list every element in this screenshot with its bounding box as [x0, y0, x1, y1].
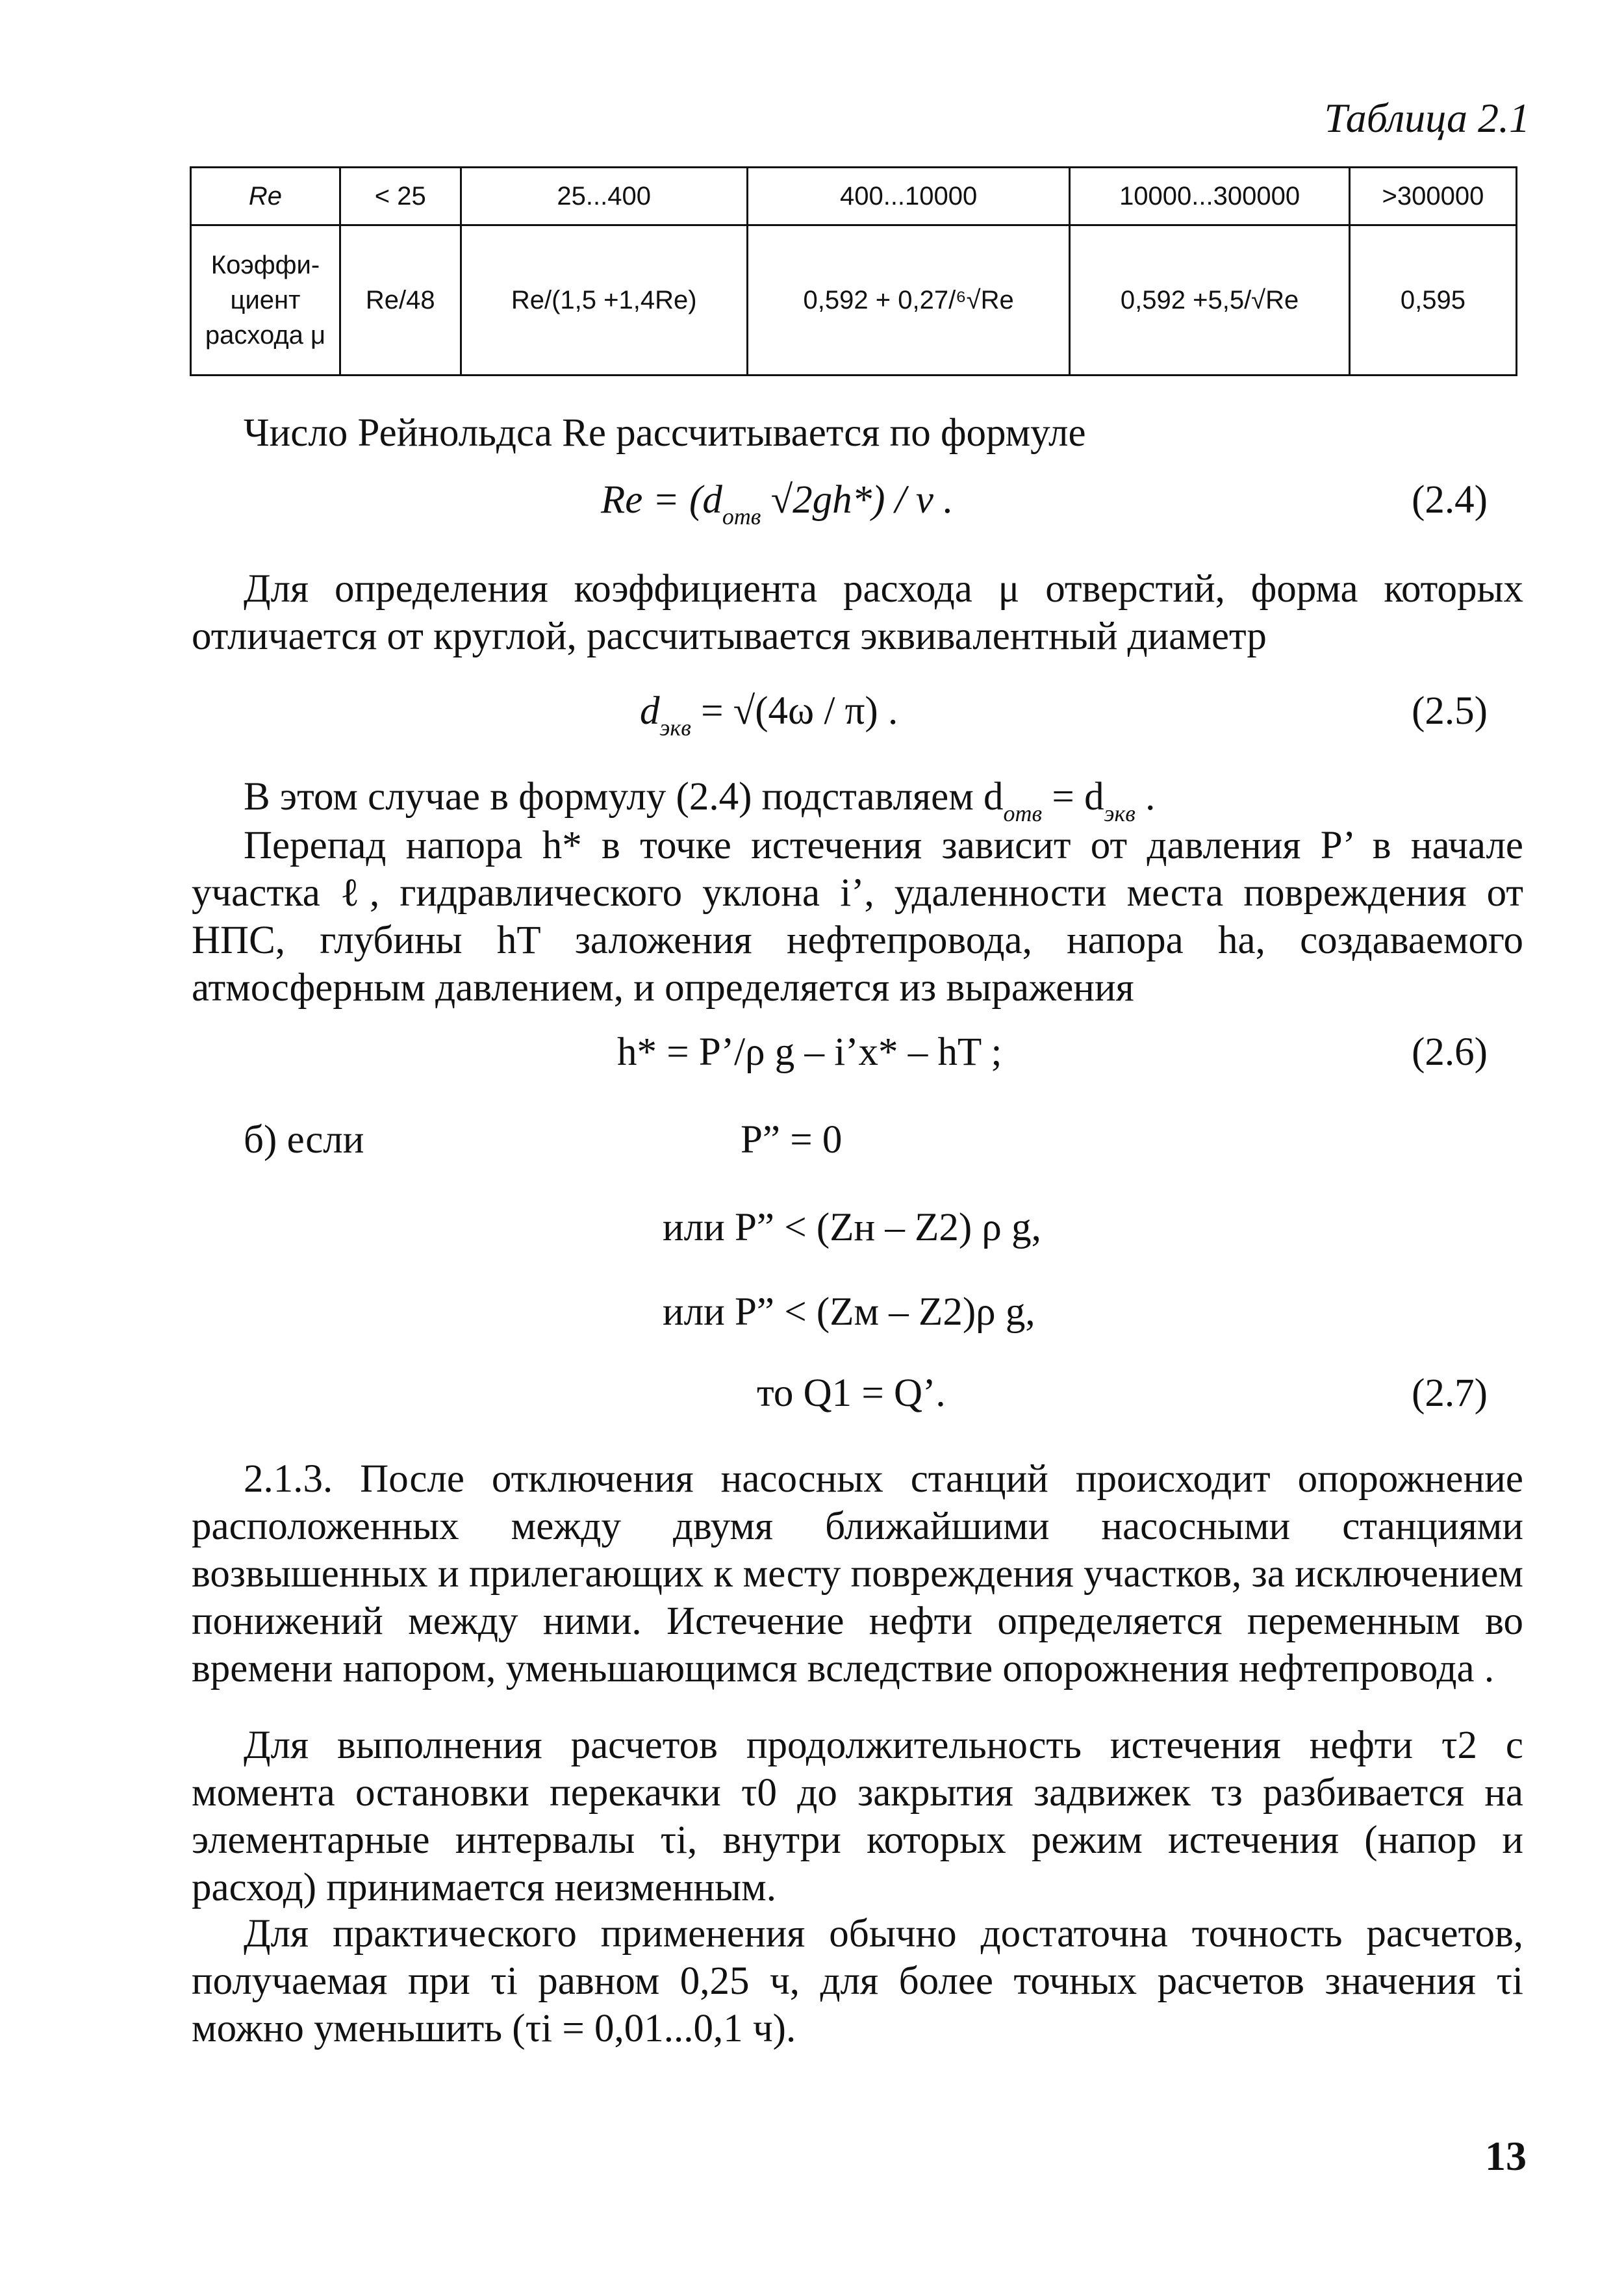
paragraph-text: .: [1135, 775, 1156, 819]
paragraph-calculation-intervals: Для выполнения расчетов продолжительность истечения нефти τ2 с момента остановки перекачки τ0 до закрытия задвижек τз разбивается на элементарные интервалы τi, внутри которых режим истечения (напор и расход) принимается неизменным.: [192, 1724, 1523, 1909]
table-header-cell: >300000: [1349, 168, 1516, 225]
row-label-line: Коэффи-: [210, 251, 320, 279]
equation-number: (2.5): [1412, 689, 1488, 733]
equation-number: (2.6): [1412, 1030, 1488, 1074]
paragraph-text: В этом случае в формулу (2.4) подставляем d: [244, 775, 1004, 819]
equation-number: (2.4): [1412, 478, 1488, 522]
table-header-cell: 25...400: [461, 168, 747, 225]
row-label-line: расхода μ: [205, 321, 326, 350]
case-b-label: б) если: [244, 1118, 364, 1162]
paragraph-practical-accuracy: Для практического применения обычно достаточна точность расчетов, получаемая при τi равном 0,25 ч, для более точных расчетов значения τi можно уменьшить (τi = 0,01...0,1 ч).: [192, 1912, 1523, 2050]
paragraph-equivalent-diameter: Для определения коэффициента расхода μ отверстий, форма которых отличается от круглой, рассчитывается эквивалентный диаметр: [192, 567, 1523, 658]
equation-2-7-line: то Q1 = Q’.: [757, 1371, 946, 1415]
paragraph-pressure-drop: Перепад напора h* в точке истечения зависит от давления P’ в начале участка ℓ, гидравлического уклона i’, удаленности места повреждения от НПС, глубины hT заложения нефтепровода, напора hа, создаваемого атмосферным давлением, и определяется из выражения: [192, 824, 1523, 1010]
equation-text: Re = (d: [601, 478, 722, 522]
paragraph-text: = d: [1042, 775, 1104, 819]
table-header-cell: 10000...300000: [1070, 168, 1349, 225]
row-label-cell: [191, 225, 340, 376]
table-caption: Таблица 2.1: [1324, 95, 1530, 141]
equation-2-4: [601, 478, 954, 530]
row-label-line: циент: [230, 286, 301, 314]
equation-text: √2gh*) / ν .: [770, 478, 954, 522]
equation-2-6: h* = P’/ρ g – i’x* – hT ;: [617, 1030, 1002, 1074]
subscript: экв: [1104, 800, 1136, 826]
paragraph-2-1-3: 2.1.3. После отключения насосных станций происходит опорожнение расположенных между двумя ближайшими насосными станциями возвышенных и прилегающих к месту повреждения участков, за исключением понижений между ними. Истечение нефти определяется переменным во времени напором, уменьшающимся вследствие опорожнения нефтепровода .: [192, 1457, 1523, 1690]
table-header-cell: Re: [191, 168, 340, 225]
equation-text: d: [640, 689, 660, 733]
table-header-row: [191, 168, 1517, 225]
equation-subscript: отв: [722, 503, 761, 529]
paragraph-reynolds-intro: Число Рейнольдса Re рассчитывается по формуле: [244, 411, 1086, 455]
table-header-cell: < 25: [340, 168, 461, 225]
table-value-cell: Re/48: [340, 225, 461, 376]
subscript: отв: [1003, 800, 1043, 826]
table-value-cell: 0,592 + 0,27/⁶√Re: [747, 225, 1069, 376]
table-value-cell: Re/(1,5 +1,4Re): [461, 225, 747, 376]
table-value-row: [191, 225, 1517, 376]
reynolds-discharge-table: [190, 166, 1517, 376]
page-number: 13: [1485, 2133, 1527, 2179]
equation-number: (2.7): [1412, 1371, 1488, 1415]
equation-2-5: [640, 689, 898, 741]
table-value-cell: 0,592 +5,5/√Re: [1070, 225, 1349, 376]
table-header-cell: 400...10000: [747, 168, 1069, 225]
equation-2-7-line: P” = 0: [741, 1118, 843, 1162]
equation-subscript: экв: [659, 715, 691, 741]
equation-2-7-line: или P” < (Zн – Z2) ρ g,: [663, 1206, 1041, 1249]
equation-2-7-line: или P” < (Zм – Z2)ρ g,: [663, 1290, 1035, 1334]
equation-text: = √(4ω / π) .: [701, 689, 898, 733]
table-value-cell: 0,595: [1349, 225, 1516, 376]
